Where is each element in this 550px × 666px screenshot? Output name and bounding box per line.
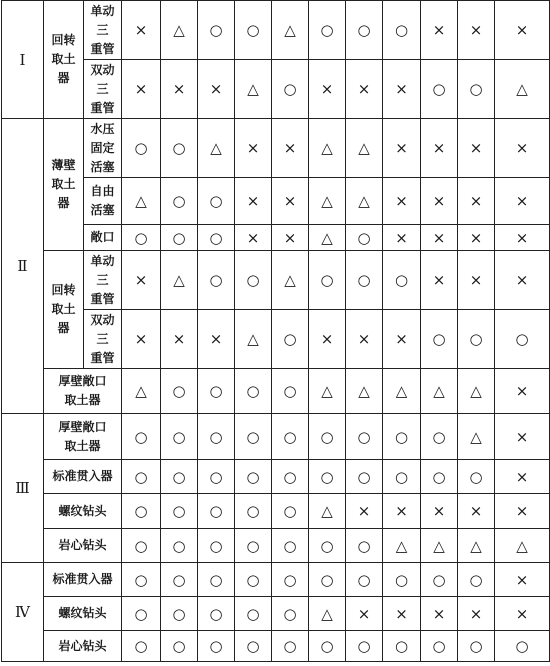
mark-cell: ○ [161, 369, 198, 414]
mark-cell: ○ [346, 631, 383, 662]
mark-cell: ○ [458, 563, 495, 597]
mark-cell: ○ [198, 369, 235, 414]
table-row [2, 310, 550, 369]
tool-group-label: 回转 取土 器 [44, 1, 84, 119]
mark-cell: ○ [161, 494, 198, 529]
mark-cell: ○ [272, 563, 309, 597]
mark-cell: ○ [198, 178, 235, 225]
mark-cell: ○ [272, 310, 309, 369]
mark-cell: × [122, 60, 161, 119]
mark-cell: × [421, 119, 458, 178]
mark-cell: × [161, 310, 198, 369]
mark-cell: △ [309, 597, 346, 631]
mark-cell: ○ [235, 597, 272, 631]
mark-cell: × [235, 178, 272, 225]
mark-cell: ○ [309, 460, 346, 494]
tool-subtype-label: 双动 三 重管 [84, 60, 122, 119]
mark-cell: × [198, 310, 235, 369]
mark-cell: ○ [346, 1, 383, 60]
mark-cell: × [272, 225, 309, 251]
tool-subtype-label: 自由 活塞 [84, 178, 122, 225]
tool-subtype-label: 单动 三 重管 [84, 1, 122, 60]
mark-cell: ○ [421, 631, 458, 662]
mark-cell: × [458, 119, 495, 178]
mark-cell: ○ [309, 631, 346, 662]
mark-cell: × [458, 597, 495, 631]
table-row [2, 563, 550, 597]
mark-cell: × [122, 1, 161, 60]
mark-cell: × [122, 251, 161, 310]
mark-cell: △ [421, 369, 458, 414]
mark-cell: × [122, 310, 161, 369]
tool-group-label: 薄壁 取土 器 [44, 119, 84, 251]
mark-cell: × [421, 225, 458, 251]
mark-cell: △ [309, 225, 346, 251]
mark-cell: ○ [272, 631, 309, 662]
mark-cell: × [346, 60, 383, 119]
mark-cell: ○ [346, 414, 383, 460]
table-row [2, 369, 550, 414]
mark-cell: × [309, 310, 346, 369]
tool-subtype-label: 双动 三 重管 [84, 310, 122, 369]
tool-label: 厚壁敞口 取土器 [44, 369, 122, 414]
level-cell: Ⅳ [2, 563, 44, 662]
mark-cell: × [495, 460, 550, 494]
mark-cell: ○ [272, 414, 309, 460]
mark-cell: × [383, 225, 421, 251]
mark-cell: × [346, 597, 383, 631]
mark-cell: △ [383, 369, 421, 414]
mark-cell: ○ [122, 225, 161, 251]
tool-label: 螺纹钻头 [44, 494, 122, 529]
mark-cell: △ [122, 178, 161, 225]
table-row [2, 225, 550, 251]
mark-cell: × [421, 178, 458, 225]
mark-cell: ○ [161, 529, 198, 563]
mark-cell: ○ [346, 529, 383, 563]
mark-cell: ○ [383, 1, 421, 60]
mark-cell: △ [383, 529, 421, 563]
mark-cell: × [421, 494, 458, 529]
mark-cell: ○ [235, 251, 272, 310]
mark-cell: × [421, 1, 458, 60]
mark-cell: × [458, 251, 495, 310]
mark-cell: × [309, 60, 346, 119]
mark-cell: ○ [198, 251, 235, 310]
mark-cell: ○ [495, 631, 550, 662]
mark-cell: × [495, 414, 550, 460]
mark-cell: ○ [161, 225, 198, 251]
mark-cell: × [495, 494, 550, 529]
mark-cell: ○ [161, 631, 198, 662]
mark-cell: × [383, 597, 421, 631]
table-row [2, 631, 550, 662]
mark-cell: △ [122, 369, 161, 414]
mark-cell: ○ [235, 460, 272, 494]
mark-cell: ○ [235, 369, 272, 414]
tool-subtype-label: 水压 固定 活塞 [84, 119, 122, 178]
mark-cell: × [235, 119, 272, 178]
mark-cell: ○ [346, 225, 383, 251]
mark-cell: × [458, 225, 495, 251]
mark-cell: ○ [421, 310, 458, 369]
mark-cell: ○ [198, 563, 235, 597]
mark-cell: ○ [272, 60, 309, 119]
table-row [2, 60, 550, 119]
mark-cell: × [495, 563, 550, 597]
mark-cell: ○ [383, 631, 421, 662]
mark-cell: △ [309, 119, 346, 178]
mark-cell: × [458, 178, 495, 225]
tool-label: 厚壁敞口 取土器 [44, 414, 122, 460]
level-cell: Ⅰ [2, 1, 44, 119]
mark-cell: × [383, 494, 421, 529]
mark-cell: ○ [421, 60, 458, 119]
mark-cell: ○ [383, 414, 421, 460]
mark-cell: ○ [383, 563, 421, 597]
mark-cell: △ [161, 251, 198, 310]
tool-subtype-label: 敞口 [84, 225, 122, 251]
mark-cell: ○ [309, 529, 346, 563]
mark-cell: ○ [272, 369, 309, 414]
mark-cell: △ [421, 529, 458, 563]
tool-label: 岩心钻头 [44, 529, 122, 563]
mark-cell: ○ [198, 1, 235, 60]
mark-cell: △ [458, 529, 495, 563]
mark-cell: ○ [383, 251, 421, 310]
level-cell: Ⅲ [2, 414, 44, 563]
mark-cell: × [495, 225, 550, 251]
mark-cell: ○ [346, 563, 383, 597]
mark-cell: ○ [458, 631, 495, 662]
mark-cell: ○ [458, 460, 495, 494]
mark-cell: × [161, 60, 198, 119]
tool-group-label: 回转 取土 器 [44, 251, 84, 369]
tool-label: 标准贯入器 [44, 563, 122, 597]
mark-cell: ○ [495, 310, 550, 369]
mark-cell: × [383, 119, 421, 178]
mark-cell: ○ [122, 460, 161, 494]
mark-cell: △ [161, 1, 198, 60]
mark-cell: ○ [122, 563, 161, 597]
mark-cell: × [495, 119, 550, 178]
mark-cell: × [421, 251, 458, 310]
mark-cell: ○ [235, 414, 272, 460]
mark-cell: △ [346, 369, 383, 414]
tool-subtype-label: 单动 三 重管 [84, 251, 122, 310]
mark-cell: ○ [421, 414, 458, 460]
mark-cell: ○ [272, 597, 309, 631]
mark-cell: ○ [161, 414, 198, 460]
mark-cell: ○ [272, 529, 309, 563]
mark-cell: ○ [458, 310, 495, 369]
table-row [2, 178, 550, 225]
mark-cell: ○ [161, 597, 198, 631]
mark-cell: △ [272, 251, 309, 310]
mark-cell: × [495, 597, 550, 631]
table-row [2, 251, 550, 310]
mark-cell: ○ [235, 631, 272, 662]
mark-cell: ○ [122, 494, 161, 529]
mark-cell: × [458, 1, 495, 60]
tool-label: 螺纹钻头 [44, 597, 122, 631]
mark-cell: △ [495, 60, 550, 119]
mark-cell: × [346, 310, 383, 369]
table-row [2, 494, 550, 529]
mark-cell: △ [235, 60, 272, 119]
mark-cell: △ [309, 494, 346, 529]
mark-cell: ○ [198, 494, 235, 529]
mark-cell: ○ [161, 460, 198, 494]
mark-cell: △ [309, 178, 346, 225]
mark-cell: × [495, 1, 550, 60]
table-row [2, 460, 550, 494]
table-row [2, 597, 550, 631]
mark-cell: ○ [198, 414, 235, 460]
mark-cell: × [198, 60, 235, 119]
mark-cell: ○ [346, 460, 383, 494]
sampling-method-table [1, 0, 550, 662]
mark-cell: △ [495, 529, 550, 563]
mark-cell: × [458, 494, 495, 529]
mark-cell: △ [309, 369, 346, 414]
mark-cell: ○ [272, 460, 309, 494]
mark-cell: △ [346, 119, 383, 178]
mark-cell: ○ [235, 563, 272, 597]
mark-cell: ○ [198, 597, 235, 631]
mark-cell: ○ [309, 563, 346, 597]
mark-cell: ○ [235, 1, 272, 60]
mark-cell: × [235, 225, 272, 251]
mark-cell: × [383, 178, 421, 225]
mark-cell: ○ [272, 494, 309, 529]
mark-cell: ○ [122, 529, 161, 563]
mark-cell: ○ [122, 119, 161, 178]
mark-cell: ○ [421, 563, 458, 597]
mark-cell: ○ [198, 460, 235, 494]
tool-label: 岩心钻头 [44, 631, 122, 662]
mark-cell: △ [198, 119, 235, 178]
table-row [2, 414, 550, 460]
mark-cell: ○ [161, 178, 198, 225]
mark-cell: × [495, 251, 550, 310]
mark-cell: × [383, 60, 421, 119]
mark-cell: △ [458, 414, 495, 460]
mark-cell: ○ [235, 494, 272, 529]
mark-cell: × [272, 178, 309, 225]
level-cell: Ⅱ [2, 119, 44, 414]
mark-cell: ○ [346, 251, 383, 310]
table-row [2, 529, 550, 563]
mark-cell: × [272, 119, 309, 178]
mark-cell: ○ [309, 251, 346, 310]
mark-cell: ○ [458, 60, 495, 119]
mark-cell: × [495, 369, 550, 414]
mark-cell: ○ [161, 119, 198, 178]
mark-cell: △ [272, 1, 309, 60]
mark-cell: △ [458, 369, 495, 414]
mark-cell: ○ [198, 631, 235, 662]
mark-cell: ○ [235, 529, 272, 563]
mark-cell: ○ [161, 563, 198, 597]
mark-cell: ○ [383, 460, 421, 494]
table-row [2, 119, 550, 178]
mark-cell: × [346, 494, 383, 529]
mark-cell: △ [235, 310, 272, 369]
mark-cell: ○ [122, 414, 161, 460]
table-row [2, 1, 550, 60]
mark-cell: ○ [309, 414, 346, 460]
mark-cell: ○ [198, 225, 235, 251]
tool-label: 标准贯入器 [44, 460, 122, 494]
mark-cell: ○ [122, 597, 161, 631]
mark-cell: ○ [421, 460, 458, 494]
mark-cell: × [495, 178, 550, 225]
mark-cell: × [421, 597, 458, 631]
mark-cell: ○ [122, 631, 161, 662]
mark-cell: ○ [309, 1, 346, 60]
mark-cell: ○ [198, 529, 235, 563]
mark-cell: × [383, 310, 421, 369]
mark-cell: △ [346, 178, 383, 225]
